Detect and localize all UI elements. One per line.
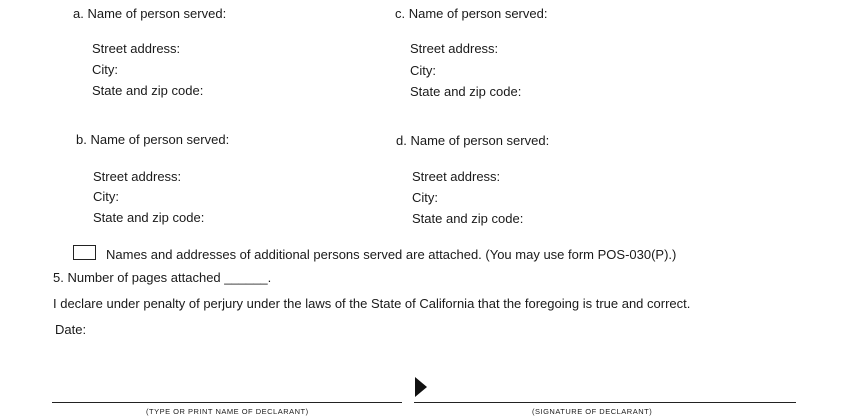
signature-arrow-icon <box>415 377 427 397</box>
served-b-heading: b. Name of person served: <box>76 132 230 147</box>
declarant-name-caption: (TYPE OR PRINT NAME OF DECLARANT) <box>146 407 309 416</box>
served-b-state-zip-label: State and zip code: <box>93 210 205 225</box>
served-d-city-label: City: <box>412 190 438 205</box>
served-b-street-label: Street address: <box>93 169 182 184</box>
served-c-state-zip-label: State and zip code: <box>410 84 522 99</box>
served-a-city-label: City: <box>92 62 118 77</box>
served-a-street-label: Street address: <box>92 41 181 56</box>
served-d-street-label: Street address: <box>412 169 501 184</box>
additional-persons-checkbox[interactable] <box>73 245 96 260</box>
declarant-signature-caption: (SIGNATURE OF DECLARANT) <box>532 407 653 416</box>
served-c-city-label: City: <box>410 63 436 78</box>
declarant-name-line[interactable] <box>52 402 402 403</box>
served-a-heading: a. Name of person served: <box>73 6 227 21</box>
served-b-city-label: City: <box>93 189 119 204</box>
served-d-heading: d. Name of person served: <box>396 133 550 148</box>
declarant-signature-line[interactable] <box>414 402 796 403</box>
declaration-text: I declare under penalty of perjury under the laws of the State of California that the foregoing is true and correct. <box>53 296 691 311</box>
served-a-state-zip-label: State and zip code: <box>92 83 204 98</box>
additional-persons-label: Names and addresses of additional persons served are attached. (You may use form POS-030(P).) <box>106 247 677 262</box>
date-label: Date: <box>55 322 87 337</box>
served-c-heading: c. Name of person served: <box>395 6 548 21</box>
pages-attached-label: 5. Number of pages attached ______. <box>53 270 272 285</box>
served-d-state-zip-label: State and zip code: <box>412 211 524 226</box>
served-c-street-label: Street address: <box>410 41 499 56</box>
